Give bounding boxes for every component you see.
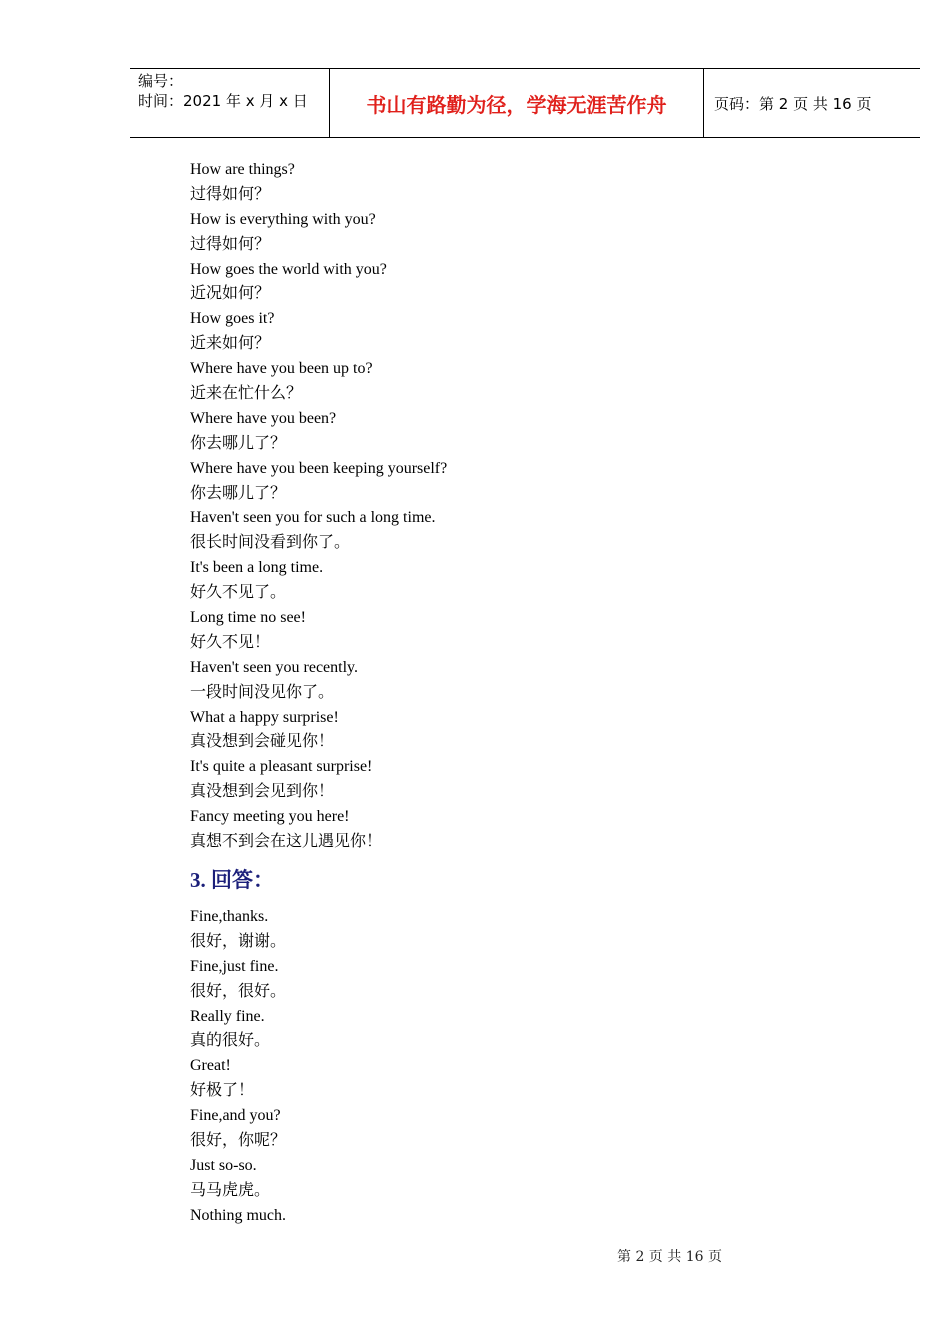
phrase-line: Fine,thanks. xyxy=(190,907,269,925)
phrase-line: Haven't seen you for such a long time. xyxy=(190,509,436,527)
page-header xyxy=(130,68,920,138)
phrase-line: 过得如何？ xyxy=(190,185,271,203)
phrase-line: It's quite a pleasant surprise! xyxy=(190,758,373,776)
phrase-line: How are things? xyxy=(190,161,295,178)
phrase-line: 很好，你呢？ xyxy=(190,1131,287,1149)
phrase-line: Where have you been? xyxy=(190,409,337,427)
phrase-line: 真的很好。 xyxy=(190,1032,271,1050)
phrase-line: 马马虎虎。 xyxy=(190,1181,271,1199)
header-meta-cell xyxy=(130,69,330,137)
phrase-line: 很好，很好。 xyxy=(190,982,287,1000)
page-footer: 第 2 页 共 16 页 xyxy=(617,1249,722,1265)
section-heading: 3. 回答： xyxy=(190,867,274,892)
phrase-line: 一段时间没见你了。 xyxy=(190,683,335,701)
phrase-line: Really fine. xyxy=(190,1007,265,1025)
phrase-line: 很好，谢谢。 xyxy=(190,932,287,950)
document-body xyxy=(190,158,790,1229)
phrase-line: Haven't seen you recently. xyxy=(190,658,358,676)
phrase-line: Fine,and you? xyxy=(190,1107,281,1125)
phrase-line: Fancy meeting you here! xyxy=(190,808,350,826)
header-motto: 书山有路勤为径，学海无涯苦作舟 xyxy=(330,69,704,137)
phrase-line: Long time no see! xyxy=(190,609,306,627)
phrase-line: 近况如何？ xyxy=(190,285,271,303)
phrase-line: 你去哪儿了？ xyxy=(190,484,287,502)
phrase-line: How goes it? xyxy=(190,310,275,328)
phrase-line: Nothing much. xyxy=(190,1206,286,1224)
phrase-line: 过得如何？ xyxy=(190,235,271,253)
phrase-line: 近来在忙什么？ xyxy=(190,385,303,403)
phrase-line: 真想不到会在这儿遇见你！ xyxy=(190,833,383,851)
date-label: 时间：2021 年 x 月 x 日 xyxy=(138,92,308,110)
phrase-line: It's been a long time. xyxy=(190,559,324,577)
phrase-line: 好久不见！ xyxy=(190,633,271,651)
phrase-line: 近来如何？ xyxy=(190,335,271,353)
reply-phrases xyxy=(190,905,790,1229)
phrase-line: 真没想到会碰见你！ xyxy=(190,733,335,751)
phrase-line: Where have you been up to? xyxy=(190,360,373,378)
phrase-line: How goes the world with you? xyxy=(190,260,387,278)
phrase-line: Where have you been keeping yourself? xyxy=(190,459,448,477)
header-page-info: 页码：第 2 页 共 16 页 xyxy=(714,94,872,113)
serial-number-label: 编号： xyxy=(138,72,184,90)
phrase-line: Fine,just fine. xyxy=(190,957,279,975)
phrase-line: Just so-so. xyxy=(190,1156,257,1174)
phrase-line: What a happy surprise! xyxy=(190,708,339,726)
phrase-line: 很长时间没看到你了。 xyxy=(190,534,351,552)
phrase-line: How is everything with you? xyxy=(190,210,376,228)
phrase-line: 好久不见了。 xyxy=(190,584,287,602)
phrase-line: Great! xyxy=(190,1057,231,1075)
greeting-phrases xyxy=(190,158,790,855)
phrase-line: 好极了！ xyxy=(190,1082,255,1100)
phrase-line: 你去哪儿了？ xyxy=(190,434,287,452)
phrase-line: 真没想到会见到你！ xyxy=(190,783,335,801)
